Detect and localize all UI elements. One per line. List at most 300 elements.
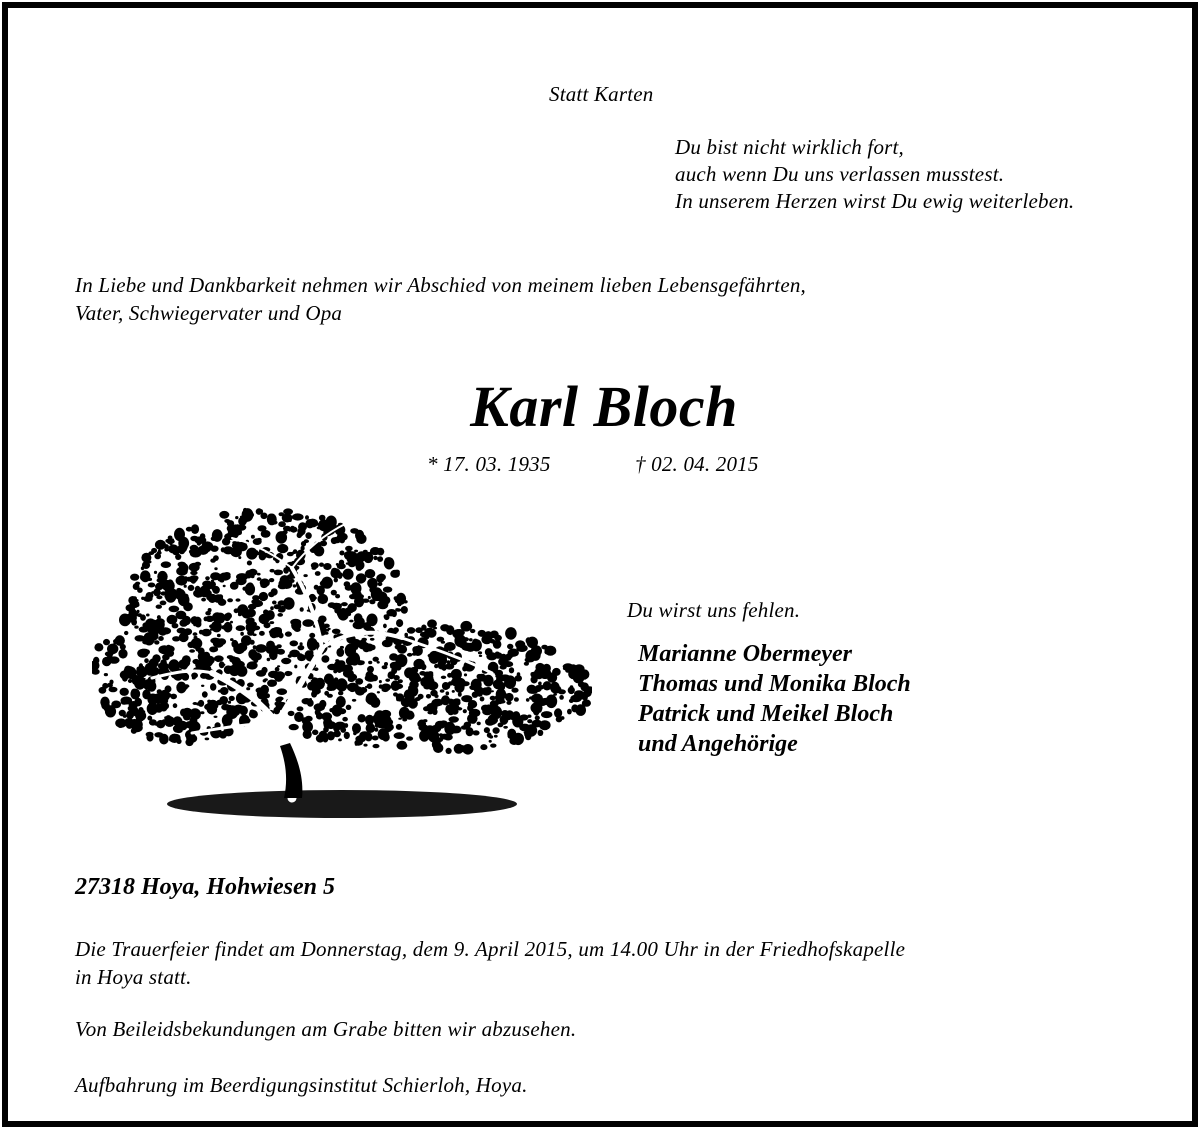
leaf-blot xyxy=(440,689,445,693)
leaf-blot xyxy=(535,663,544,672)
leaf-blot xyxy=(132,675,139,681)
leaf-blot xyxy=(427,711,433,715)
leaf-blot xyxy=(334,722,346,730)
leaf-blot xyxy=(170,694,177,700)
leaf-blot xyxy=(371,645,376,650)
leaf-blot xyxy=(233,529,242,535)
leaf-blot xyxy=(320,580,329,587)
leaf-blot xyxy=(162,650,167,654)
leaf-blot xyxy=(445,704,454,714)
mourner-name: und Angehörige xyxy=(638,731,798,757)
leaf-blot xyxy=(259,631,265,636)
leaf-blot xyxy=(321,734,326,738)
leaf-blot xyxy=(157,615,161,619)
leaf-blot xyxy=(288,711,295,716)
leaf-blot xyxy=(182,664,187,670)
leaf-blot xyxy=(247,683,254,688)
leaf-blot xyxy=(190,721,201,732)
leaf-blot xyxy=(119,614,131,627)
leaf-blot xyxy=(178,546,185,555)
leaf-blot xyxy=(211,536,217,541)
leaf-blot xyxy=(120,688,129,696)
leaf-blot xyxy=(346,705,352,710)
leaf-blot xyxy=(261,530,271,538)
leaf-blot xyxy=(195,586,201,592)
leaf-blot xyxy=(193,632,198,636)
leaf-blot xyxy=(279,606,285,613)
leaf-blot xyxy=(508,733,512,738)
leaf-blot xyxy=(353,642,359,646)
leaf-blot xyxy=(187,642,194,648)
leaf-blot xyxy=(554,708,562,718)
leaf-blot xyxy=(495,670,504,677)
poem-line-2: auch wenn Du uns verlassen musstest. xyxy=(675,162,1005,186)
leaf-blot xyxy=(144,658,149,663)
leaf-blot xyxy=(238,613,242,616)
leaf-blot xyxy=(366,697,371,703)
leaf-blot xyxy=(186,712,191,717)
leaf-blot xyxy=(334,578,338,583)
leaf-blot xyxy=(126,604,136,611)
leaf-blot xyxy=(335,603,342,609)
leaf-blot xyxy=(256,670,266,677)
leaf-blot xyxy=(396,724,402,730)
leaf-blot xyxy=(135,582,140,586)
leaf-blot xyxy=(373,657,379,662)
leaf-blot xyxy=(396,693,404,701)
leaf-blot xyxy=(136,610,139,613)
leaf-blot xyxy=(435,724,439,727)
leaf-blot xyxy=(552,668,561,676)
leaf-blot xyxy=(272,601,277,605)
leaf-blot xyxy=(222,664,225,666)
leaf-blot xyxy=(270,606,274,610)
leaf-blot xyxy=(504,661,513,667)
leaf-blot xyxy=(426,694,431,699)
leaf-blot xyxy=(146,592,154,599)
leaf-blot xyxy=(227,598,233,602)
leaf-blot xyxy=(489,740,492,743)
leaf-blot xyxy=(94,643,103,651)
leaf-blot xyxy=(391,667,397,674)
leaf-blot xyxy=(302,619,314,627)
leaf-blot xyxy=(506,701,511,705)
leaf-blot xyxy=(180,709,187,717)
leaf-blot xyxy=(428,678,434,685)
leaf-blot xyxy=(229,656,237,663)
leaf-blot xyxy=(256,687,265,693)
leaf-blot xyxy=(527,637,538,649)
leaf-blot xyxy=(155,540,166,550)
leaf-blot xyxy=(467,714,478,724)
leaf-blot xyxy=(463,709,467,713)
leaf-blot xyxy=(204,704,213,711)
leaf-blot xyxy=(241,635,252,646)
leaf-blot xyxy=(193,536,197,539)
deceased-name: Karl Bloch xyxy=(470,374,738,439)
intro-line-2: Vater, Schwiegervater und Opa xyxy=(75,301,343,325)
leaf-blot xyxy=(156,720,165,728)
leaf-blot xyxy=(282,548,286,551)
leaf-blot xyxy=(486,704,493,709)
leaf-blot xyxy=(142,561,150,569)
leaf-blot xyxy=(489,718,493,721)
leaf-blot xyxy=(339,551,344,556)
leaf-blot xyxy=(217,634,221,637)
leaf-blot xyxy=(338,652,341,655)
leaf-blot xyxy=(421,664,427,670)
leaf-blot xyxy=(524,731,527,733)
leaf-blot xyxy=(168,544,179,553)
leaf-blot xyxy=(332,705,343,717)
leaf-blot xyxy=(356,599,364,606)
leaf-blot xyxy=(309,698,312,701)
leaf-blot xyxy=(183,576,188,581)
leaf-blot xyxy=(135,604,140,607)
leaf-blot xyxy=(531,672,537,678)
leaf-blot xyxy=(275,702,279,706)
leaf-blot xyxy=(147,681,157,692)
leaf-blot xyxy=(579,681,582,684)
leaf-blot xyxy=(277,697,284,701)
leaf-blot xyxy=(107,644,118,655)
leaf-blot xyxy=(342,717,348,722)
leaf-blot xyxy=(392,611,397,617)
leaf-blot xyxy=(221,547,226,552)
leaf-blot xyxy=(218,594,224,599)
leaf-blot xyxy=(146,733,153,741)
leaf-blot xyxy=(266,641,275,650)
leaf-blot xyxy=(282,513,293,522)
leaf-blot xyxy=(141,666,145,669)
leaf-blot xyxy=(338,608,349,621)
leaf-blot xyxy=(402,718,407,721)
intro-text xyxy=(75,271,806,327)
leaf-blot xyxy=(365,569,376,578)
leaf-blot xyxy=(445,683,450,689)
leaf-blot xyxy=(290,579,295,583)
leaf-blot xyxy=(567,709,572,715)
leaf-blot xyxy=(149,662,156,668)
leaf-blot xyxy=(236,573,248,581)
leaf-blot xyxy=(444,642,456,651)
leaf-blot xyxy=(257,577,262,581)
leaf-blot xyxy=(377,556,383,562)
leaf-blot xyxy=(294,627,301,632)
leaf-blot xyxy=(377,596,383,602)
leaf-blot xyxy=(336,563,339,566)
leaf-blot xyxy=(189,563,200,572)
leaf-blot xyxy=(462,666,467,672)
leaf-blot xyxy=(570,695,582,703)
leaf-blot xyxy=(477,674,483,679)
leaf-blot xyxy=(343,665,351,672)
leaf-blot xyxy=(136,715,144,722)
leaf-blot xyxy=(93,657,99,664)
leaf-blot xyxy=(255,644,267,653)
leaf-blot xyxy=(202,691,208,697)
leaf-blot xyxy=(546,695,558,709)
leaf-blot xyxy=(117,719,124,728)
leaf-blot xyxy=(395,570,400,575)
leaf-blot xyxy=(473,730,480,735)
poem xyxy=(675,134,1074,215)
farewell-text: Du wirst uns fehlen. xyxy=(627,598,801,622)
leaf-blot xyxy=(469,638,473,641)
leaf-blot xyxy=(293,549,297,554)
leaf-blot xyxy=(356,534,366,544)
leaf-blot xyxy=(407,627,416,634)
leaf-blot xyxy=(374,728,378,732)
leaf-blot xyxy=(185,739,193,747)
leaf-blot xyxy=(433,699,440,707)
leaf-blot xyxy=(449,716,459,722)
leaf-blot xyxy=(186,527,193,532)
leaf-blot xyxy=(429,651,440,664)
leaf-blot xyxy=(382,640,393,648)
leaf-blot xyxy=(367,666,374,673)
leaf-blot xyxy=(305,515,309,520)
leaf-blot xyxy=(161,561,171,568)
leaf-blot xyxy=(270,680,277,686)
leaf-blot xyxy=(285,671,292,676)
leaf-blot xyxy=(182,655,191,664)
leaf-blot xyxy=(156,605,162,609)
leaf-blot xyxy=(377,691,380,693)
leaf-blot xyxy=(154,571,157,574)
leaf-blot xyxy=(141,597,144,600)
leaf-blot xyxy=(441,676,446,679)
leaf-blot xyxy=(443,734,452,741)
leaf-blot xyxy=(229,696,235,701)
leaf-blot xyxy=(352,723,361,734)
leaf-blot xyxy=(189,708,201,720)
leaf-blot xyxy=(317,586,325,596)
leaf-blot xyxy=(267,658,271,661)
leaf-blot xyxy=(167,615,178,625)
leaf-blot xyxy=(404,667,415,678)
leaf-blot xyxy=(158,636,164,641)
leaf-blot xyxy=(349,620,353,623)
leaf-blot xyxy=(377,600,388,609)
leaf-blot xyxy=(367,579,375,588)
leaf-blot xyxy=(577,673,584,679)
leaf-blot xyxy=(406,736,413,740)
leaf-blot xyxy=(367,683,373,689)
leaf-blot xyxy=(477,691,483,696)
leaf-blot xyxy=(297,532,302,538)
leaf-blot xyxy=(272,627,281,634)
leaf-blot xyxy=(205,738,210,741)
leaf-blot xyxy=(224,519,230,523)
leaf-blot xyxy=(332,629,341,634)
leaf-blot xyxy=(514,697,519,702)
leaf-blot xyxy=(228,701,231,704)
leaf-blot xyxy=(242,508,254,522)
leaf-blot xyxy=(344,732,350,739)
leaf-blot xyxy=(293,584,297,587)
leaf-blot xyxy=(303,730,312,739)
leaf-blot xyxy=(412,653,417,656)
leaf-blot xyxy=(174,528,185,541)
leaf-blot xyxy=(252,595,260,601)
leaf-blot xyxy=(298,523,307,531)
leaf-blot xyxy=(285,631,292,636)
leaf-blot xyxy=(338,738,342,741)
leaf-blot xyxy=(213,638,224,647)
leaf-blot xyxy=(160,601,167,606)
leaf-blot xyxy=(324,691,329,696)
leaf-blot xyxy=(159,579,168,586)
leaf-blot xyxy=(263,609,269,614)
leaf-blot xyxy=(385,727,392,732)
leaf-blot xyxy=(492,702,496,707)
leaf-blot xyxy=(209,581,216,588)
leaf-blot xyxy=(372,736,379,741)
leaf-blot xyxy=(571,704,578,712)
leaf-blot xyxy=(239,706,248,716)
leaf-blot xyxy=(415,627,423,633)
leaf-blot xyxy=(214,567,217,570)
leaf-blot xyxy=(219,511,229,519)
leaf-blot xyxy=(434,664,438,668)
leaf-blot xyxy=(503,726,508,729)
funeral-info xyxy=(75,935,905,991)
leaf-blot xyxy=(485,687,491,692)
leaf-blot xyxy=(262,693,265,696)
leaf-blot xyxy=(223,572,231,577)
leaf-blot xyxy=(504,693,509,698)
leaf-blot xyxy=(203,656,214,667)
leaf-blot xyxy=(176,567,188,576)
leaf-blot xyxy=(206,616,215,622)
leaf-blot xyxy=(538,708,542,713)
leaf-blot xyxy=(152,620,157,627)
leaf-blot xyxy=(170,538,174,540)
leaf-blot xyxy=(128,679,132,683)
leaf-blot xyxy=(143,678,146,680)
leaf-blot xyxy=(191,673,198,679)
leaf-blot xyxy=(347,604,357,613)
leaf-blot xyxy=(538,730,544,736)
leaf-blot xyxy=(124,631,128,635)
leaf-blot xyxy=(200,533,206,539)
leaf-blot xyxy=(124,666,135,676)
leaf-blot xyxy=(220,687,229,695)
leaf-blot xyxy=(221,625,226,629)
leaf-blot xyxy=(264,622,271,628)
leaf-blot xyxy=(527,719,532,723)
leaf-blot xyxy=(277,688,288,695)
leaf-blot xyxy=(470,686,476,690)
leaf-blot xyxy=(417,720,426,728)
leaf-blot xyxy=(247,561,252,566)
leaf-blot xyxy=(113,642,116,644)
leaf-blot xyxy=(430,690,437,697)
mourner-name: Patrick und Meikel Bloch xyxy=(638,701,894,727)
leaf-blot xyxy=(560,716,564,720)
leaf-blot xyxy=(412,646,418,653)
leaf-blot xyxy=(164,596,167,598)
leaf-blot xyxy=(452,629,463,638)
leaf-blot xyxy=(354,550,358,553)
leaf-blot xyxy=(318,594,329,604)
leaf-blot xyxy=(148,628,158,639)
leaf-blot xyxy=(162,706,167,710)
leaf-blot xyxy=(131,619,137,626)
leaf-blot xyxy=(323,727,329,733)
leaf-blot xyxy=(365,715,374,726)
leaf-blot xyxy=(140,576,144,580)
leaf-blot xyxy=(294,665,297,669)
leaf-blot xyxy=(146,670,154,675)
leaf-blot xyxy=(247,582,254,588)
leaf-blot xyxy=(107,683,113,688)
leaf-blot xyxy=(396,608,402,612)
leaf-blot xyxy=(468,700,477,708)
leaf-blot xyxy=(182,629,188,636)
leaf-blot xyxy=(230,621,233,624)
mourner-name: Thomas und Monika Bloch xyxy=(638,671,911,697)
leaf-blot xyxy=(339,560,344,566)
leaf-blot xyxy=(173,703,178,708)
leaf-blot xyxy=(246,618,254,626)
leaf-blot xyxy=(169,738,173,742)
leaf-blot xyxy=(278,521,286,527)
leaf-blot xyxy=(141,710,146,714)
leaf-blot xyxy=(418,694,424,699)
leaf-blot xyxy=(213,555,219,561)
leaf-blot xyxy=(172,636,180,641)
leaf-blot xyxy=(493,727,500,734)
leaf-blot xyxy=(145,692,149,695)
leaf-blot xyxy=(134,698,142,707)
leaf-blot xyxy=(446,748,452,754)
leaf-blot xyxy=(509,667,514,673)
leaf-blot xyxy=(538,682,542,686)
leaf-blot xyxy=(370,697,375,702)
leaf-blot xyxy=(369,674,375,678)
leaf-blot xyxy=(356,565,363,571)
leaf-blot xyxy=(142,622,150,628)
leaf-blot xyxy=(248,569,257,576)
leaf-blot xyxy=(288,654,292,658)
leaf-blot xyxy=(277,665,280,667)
leaf-blot xyxy=(130,706,138,715)
leaf-blot xyxy=(458,692,462,697)
leaf-blot xyxy=(311,640,315,643)
leaf-blot xyxy=(210,683,216,691)
funeral-line-2: in Hoya statt. xyxy=(75,965,192,989)
leaf-blot xyxy=(485,648,493,656)
leaf-blot xyxy=(305,650,314,658)
leaf-blot xyxy=(188,585,195,591)
leaf-blot xyxy=(159,734,169,745)
leaf-blot xyxy=(223,585,226,587)
leaf-blot xyxy=(176,682,186,694)
leaf-blot xyxy=(441,641,445,644)
leaf-blot xyxy=(218,599,227,606)
leaf-blot xyxy=(305,716,313,722)
leaf-blot xyxy=(541,645,548,650)
leaf-blot xyxy=(398,741,407,747)
leaf-blot xyxy=(319,563,324,567)
leaf-blot xyxy=(535,716,540,721)
leaf-blot xyxy=(333,730,341,737)
leaf-blot xyxy=(279,580,285,587)
leaf-blot xyxy=(269,650,278,660)
leaf-blot xyxy=(248,604,257,610)
